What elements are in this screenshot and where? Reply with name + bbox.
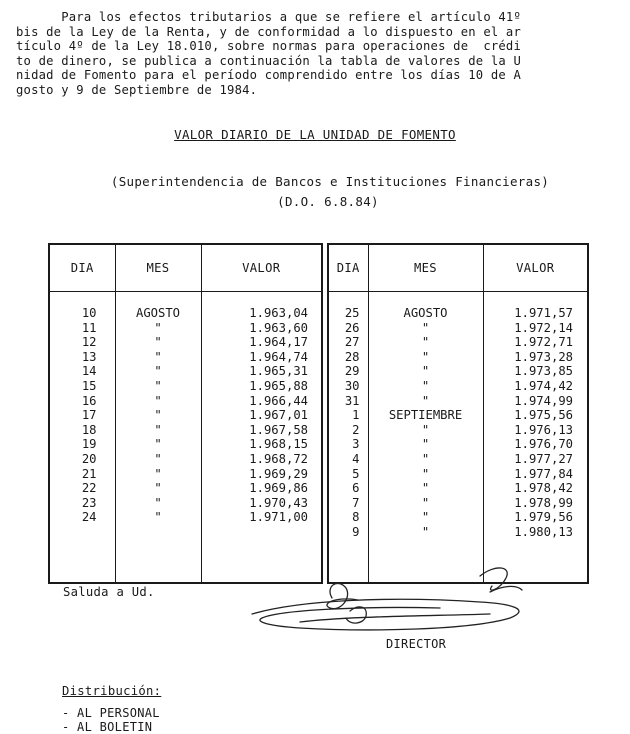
column-mes [368, 292, 483, 584]
cell-value: 1.972,14 [514, 320, 573, 335]
cell-value: 21 [81, 466, 97, 481]
list-item: - AL PERSONAL [62, 706, 160, 720]
cell-value: SEPTIEMBRE [388, 408, 463, 423]
cell-value: 1.971,00 [249, 510, 308, 525]
cell-value: 13 [81, 349, 97, 364]
cell-value: 29 [344, 364, 360, 379]
cell-value: " [154, 451, 162, 466]
cell-value: 26 [344, 320, 360, 335]
cell-value: " [154, 422, 162, 437]
cell-value: 14 [81, 364, 97, 379]
header-dia: DIA [49, 244, 115, 292]
column-valor [483, 292, 588, 584]
cell-value: " [154, 364, 162, 379]
cell-value: AGOSTO [403, 306, 448, 320]
cell-value: " [421, 320, 430, 335]
cell-value: 30 [344, 378, 360, 393]
intro-line: nidad de Fomento para el período comprendido entre los días 10 de A [16, 68, 522, 83]
cell-value: 1.976,70 [514, 437, 573, 452]
header-dia: DIA [328, 244, 368, 292]
cell-value: 1.971,57 [514, 306, 573, 320]
cell-value: 1.966,44 [249, 393, 308, 408]
cell-value: 1.967,58 [249, 422, 308, 437]
cell-value: 1.977,84 [514, 466, 573, 481]
cell-value: 1.973,85 [514, 364, 573, 379]
cell-value: 1.964,74 [249, 349, 308, 364]
cell-value: 1.977,27 [514, 451, 573, 466]
cell-value: 1.969,29 [249, 466, 308, 481]
cell-value: 1.976,13 [514, 422, 573, 437]
cell-value: " [421, 378, 430, 393]
cell-value: 11 [81, 320, 97, 335]
cell-value: 31 [344, 393, 360, 408]
intro-line: Para los efectos tributarios a que se refiere el artículo 41º [16, 10, 522, 24]
cell-value: 28 [344, 349, 360, 364]
cell-value: " [421, 466, 430, 481]
document-subtitle: (Superintendencia de Bancos e Instituciones Financieras) [110, 174, 550, 189]
cell-value: 1.973,28 [514, 349, 573, 364]
cell-value: 22 [81, 481, 97, 496]
cell-value: 1.965,88 [249, 378, 308, 393]
intro-paragraph [16, 10, 616, 98]
cell-value: 1.965,31 [249, 364, 308, 379]
cell-value: " [154, 408, 162, 423]
cell-value: 1.969,86 [249, 481, 308, 496]
cell-value: 4 [352, 451, 360, 466]
cell-value: 1.970,43 [249, 495, 308, 510]
cell-value: 20 [81, 451, 97, 466]
cell-value: 12 [81, 335, 97, 350]
document-title: VALOR DIARIO DE LA UNIDAD DE FOMENTO [174, 127, 456, 142]
cell-value: 17 [81, 408, 97, 423]
cell-value: " [421, 349, 430, 364]
intro-line: to de dinero, se publica a continuación la tabla de valores de la U [16, 53, 522, 68]
cell-value: " [154, 495, 162, 510]
cell-value: 1.975,56 [514, 408, 573, 423]
cell-value: 1.972,71 [514, 335, 573, 350]
cell-value: " [421, 495, 430, 510]
header-mes: MES [115, 244, 201, 292]
cell-value: " [421, 437, 430, 452]
cell-value: " [421, 451, 430, 466]
cell-value: " [154, 378, 162, 393]
column-mes [115, 292, 201, 584]
publication-reference: (D.O. 6.8.84) [277, 194, 379, 209]
table-header-row [49, 244, 322, 292]
cell-value: 23 [81, 495, 97, 510]
cell-value: " [154, 393, 162, 408]
cell-value: " [154, 481, 162, 496]
intro-line: tículo 4º de la Ley 18.010, sobre normas para operaciones de crédi [16, 39, 522, 54]
cell-value: 8 [352, 510, 360, 525]
cell-value: 5 [352, 466, 360, 481]
intro-line: gosto y 9 de Septiembre de 1984. [16, 82, 258, 97]
header-valor: VALOR [483, 244, 588, 292]
uf-table-right [327, 243, 589, 584]
cell-value: " [154, 437, 162, 452]
cell-value: " [421, 524, 430, 539]
cell-value: 6 [352, 481, 360, 496]
cell-value: 1.967,01 [249, 408, 308, 423]
cell-value: " [154, 510, 162, 525]
column-dia [49, 292, 115, 584]
cell-value: 16 [81, 393, 97, 408]
cell-value: " [421, 422, 430, 437]
cell-value: AGOSTO [135, 306, 181, 320]
cell-value: 10 [81, 306, 97, 320]
cell-value: " [154, 349, 162, 364]
cell-value: 1.978,99 [514, 495, 573, 510]
cell-value: " [421, 364, 430, 379]
list-item: - AL BOLETIN [62, 719, 153, 734]
cell-value: 1.968,72 [249, 451, 308, 466]
cell-value: " [154, 335, 162, 350]
cell-value: " [421, 510, 430, 525]
cell-value: 1 [352, 408, 360, 423]
closing-salutation: Saluda a Ud. [63, 585, 155, 599]
cell-value: 1.963,04 [249, 306, 308, 320]
cell-value: 1.964,17 [249, 335, 308, 350]
cell-value: 1.979,56 [514, 510, 573, 525]
cell-value: 1.974,99 [514, 393, 573, 408]
cell-value: 15 [81, 378, 97, 393]
cell-value: 1.978,42 [514, 481, 573, 496]
cell-value: 7 [352, 495, 360, 510]
distribution-title: Distribución: [62, 684, 162, 698]
uf-table-left [48, 243, 323, 584]
column-dia [328, 292, 368, 584]
cell-value: 24 [81, 510, 97, 525]
header-mes: MES [368, 244, 483, 292]
table-header-row [328, 244, 588, 292]
cell-value: 3 [352, 437, 360, 452]
cell-value: 9 [352, 524, 360, 539]
cell-value: " [154, 320, 162, 335]
cell-value: " [421, 335, 430, 350]
cell-value: 27 [344, 335, 360, 350]
cell-value: 1.974,42 [514, 378, 573, 393]
cell-value: 19 [81, 437, 97, 452]
intro-line: bis de la Ley de la Renta, y de conformidad a lo dispuesto en el ar [16, 24, 522, 39]
cell-value: 1.963,60 [249, 320, 308, 335]
cell-value: 1.980,13 [514, 524, 573, 539]
cell-value: 1.968,15 [249, 437, 308, 452]
column-valor [201, 292, 322, 584]
cell-value: 2 [352, 422, 360, 437]
cell-value: " [154, 466, 162, 481]
distribution-list [62, 707, 160, 734]
table-body-row [49, 292, 322, 584]
header-valor: VALOR [201, 244, 322, 292]
cell-value: 25 [344, 306, 360, 320]
signer-title: DIRECTOR [386, 637, 447, 651]
cell-value: " [421, 393, 430, 408]
cell-value: 18 [81, 422, 97, 437]
cell-value: " [421, 481, 430, 496]
table-body-row [328, 292, 588, 584]
